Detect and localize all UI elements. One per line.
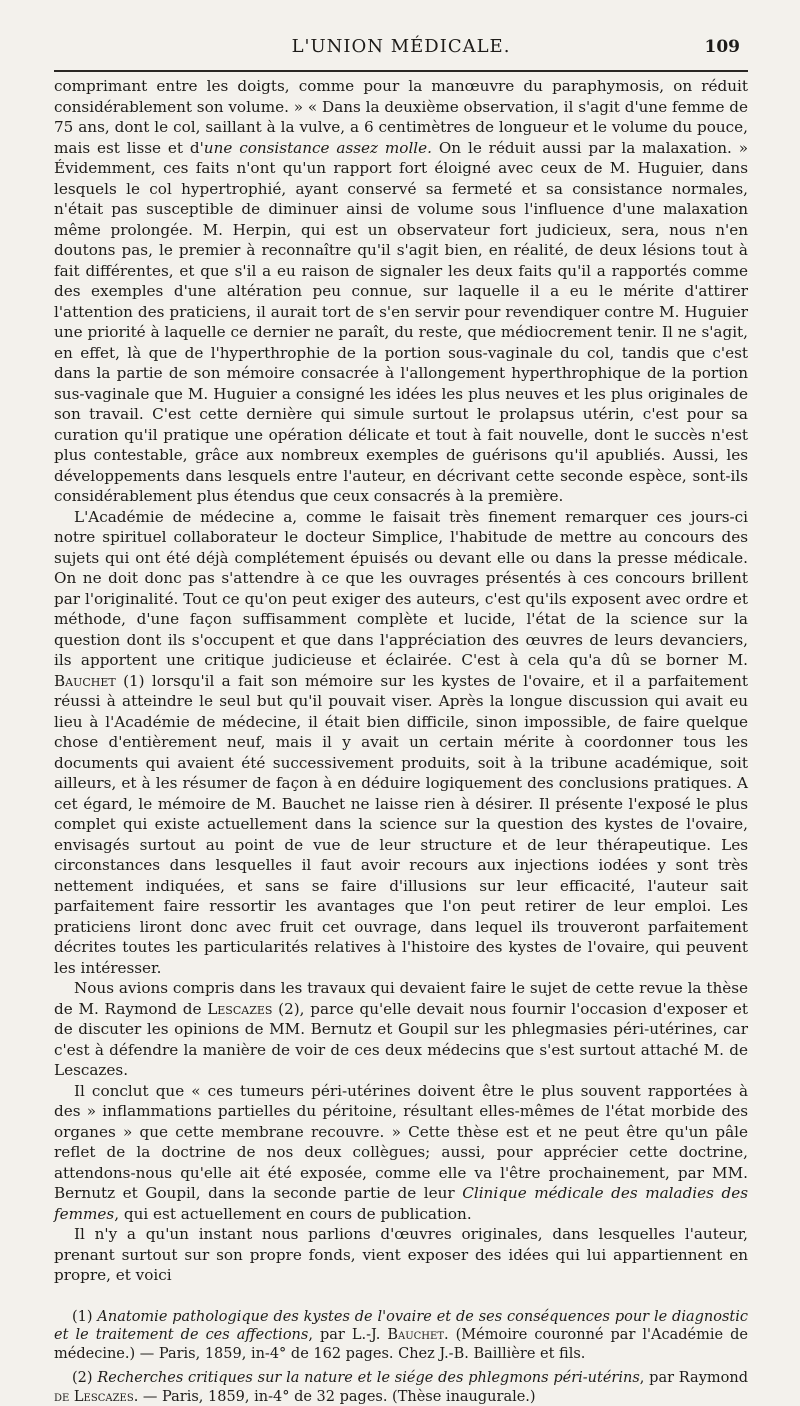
footnote-2-title: Recherches critiques sur la nature et le siége des phlegmons péri-utérins (97, 1370, 639, 1386)
footnote-2-text-a: , par Raymond (640, 1370, 748, 1386)
paragraph-2-text-a: L'Académie de médecine a, comme le faisait très finement remarquer ces jours-ci notre spirituel collaborateur le docteur Simplice, l'habitude de mettre au concours des sujets qui ont été déjà complétement épuisés ou devant elle ou dans la presse médicale. On ne doit donc pas s'attendre à ce que les ouvrages présentés à ces concours brillent par l'originalité. Tout ce qu'on peut exiger des auteurs, c'est qu'ils exposent avec ordre et méthode, d'une façon suffisamment complète et lucide, l'état de la science sur la question dont ils s'occupent et que dans l'appréciation des œuvres de leurs devanciers, ils apportent une critique judicieuse et éclairée. C'est à cela qu'a dû se borner M. (54, 508, 748, 670)
paragraph-2 (54, 507, 748, 979)
paragraph-5-text: Il n'y a qu'un instant nous parlions d'œuvres originales, dans lesquelles l'auteur, prenant surtout sur son propre fonds, vient exposer des idées qui lui appartiennent en propre, et voici (54, 1225, 748, 1284)
footnotes (54, 1308, 748, 1406)
running-header (54, 30, 748, 64)
paragraph-4-text-b: , qui est actuellement en cours de publication. (114, 1205, 471, 1223)
page-number: 109 (705, 30, 741, 64)
footnote-2-author: de Lescazes (54, 1389, 134, 1405)
footnote-1-text-b: . (Mémoire couronné par l'Académie de médecine.) — Paris, 1859, in-4° de 162 pages. Chez J.-B. Baillière et fils. (54, 1327, 748, 1362)
paragraph-4-text-a: Il conclut que « ces tumeurs péri-utérines doivent être le plus souvent rapportées à des » inflammations partielles du péritoine, résultant elles-mêmes de l'état morbide des organes » que cette membrane recouvre. » Cette thèse est et ne peut être qu'un pâle reflet de la doctrine de nos deux collègues; aussi, pour apprécier cette doctrine, attendons-nous qu'elle ait été exposée, comme elle va l'être prochainement, par MM. Bernutz et Goupil, dans la seconde partie de leur (54, 1082, 748, 1203)
footnote-1-mark: (1) (72, 1309, 93, 1325)
paragraph-1-italic: une consistance assez molle. (204, 139, 432, 157)
footnote-1-text-a: , par L.-J. (308, 1327, 387, 1343)
footnote-1-title: Anatomie pathologique des kystes de l'ovaire et de ses conséquences pour le diagnostic et le traitement de ces affections (54, 1309, 748, 1344)
journal-title: L'UNION MÉDICALE. (292, 36, 511, 57)
footnote-1-author: Bauchet (387, 1327, 444, 1343)
paragraph-5 (54, 1224, 748, 1286)
footnote-1 (54, 1308, 748, 1364)
paragraph-3-text-b: (2), parce qu'elle devait nous fournir l'occasion d'exposer et de discuter les opinions de MM. Bernutz et Goupil sur les phlegmasies péri-utérines, car c'est à défendre la manière de voir de ces deux médecins que s'est surtout attaché M. de Lescazes. (54, 1000, 748, 1080)
paragraph-2-text-b: (1) lorsqu'il a fait son mémoire sur les kystes de l'ovaire, et il a parfaitement réussi à atteindre le seul but qu'il pouvait viser. Après la longue discussion qui avait eu lieu à l'Académie de médecine, il était bien difficile, sinon impossible, de faire quelque chose d'entièrement neuf, mais il y avait un certain mérite à coordonner tous les documents qui avaient été successivement produits, soit à la tribune académique, soit ailleurs, et à les résumer de façon à en déduire logiquement des conclusions pratiques. A cet égard, le mémoire de M. Bauchet ne laisse rien à désirer. Il présente l'exposé le plus complet qui existe actuellement dans la science sur la question des kystes de l'ovaire, envisagés surtout au point de vue de leur structure et de leur thérapeutique. Les circonstances dans lesquelles il faut avoir recours aux injections iodées y sont très nettement indiquées, et sans se faire d'illusions sur leur efficacité, l'auteur sait parfaitement faire ressortir les avantages que l'on peut retirer de leur emploi. Les praticiens liront donc avec fruit cet ouvrage, dans lequel ils trouveront parfaitement décrites toutes les particularités relatives à l'histoire des kystes de l'ovaire, qui peuvent les intéresser. (54, 672, 748, 977)
footnote-2 (54, 1369, 748, 1406)
paragraph-4-italic: Clinique médicale des maladies des femmes (54, 1184, 748, 1223)
paragraph-3-text-a: Nous avions compris dans les travaux qui devaient faire le sujet de cette revue la thèse de M. Raymond de (54, 979, 748, 1018)
paragraph-3 (54, 978, 748, 1081)
paragraph-1-text-a: comprimant entre les doigts, comme pour la manœuvre du paraphymosis, on réduit considérablement son volume. » « Dans la deuxième observation, il s'agit d'une femme de 75 ans, dont le col, saillant à la vulve, a 6 centimètres de longueur et le volume du pouce, mais est lisse et d' (54, 77, 748, 157)
paragraph-1-text-b: On le réduit aussi par la malaxation. » Évidemment, ces faits n'ont qu'un rapport fort éloigné avec ceux de M. Huguier, dans lesquels le col hypertrophié, ayant conservé sa fermeté et sa consistance normales, n'était pas susceptible de diminuer ainsi de volume sous l'influence d'une malaxation même prolongée. M. Herpin, qui est un observateur fort judicieux, sera, nous n'en doutons pas, le premier à reconnaître qu'il s'agit bien, en réalité, de deux lésions tout à fait différentes, et que s'il a eu raison de signaler les deux faits qu'il a rapportés comme des exemples d'une altération peu connue, sur laquelle il a eu le mérite d'attirer l'attention des praticiens, il aurait tort de s'en servir pour revendiquer contre M. Huguier une priorité à laquelle ce dernier ne paraît, du reste, que médiocrement tenir. Il ne s'agit, en effet, là que de l'hyperthrophie de la portion sous-vaginale du col, tandis que c'est dans la partie de son mémoire consacrée à l'allongement hyperthrophique de la portion sus-vaginale que M. Huguier a consigné les idées les plus neuves et les plus originales de son travail. C'est cette dernière qui simule surtout le prolapsus utérin, c'est pour sa curation qu'il pratique une opération délicate et tout à fait nouvelle, dont le succès n'est plus contestable, grâce aux nombreux exemples de guérisons qu'il apubliés. Aussi, les développements dans lesquels entre l'auteur, en décrivant cette seconde espèce, sont-ils considérablement plus étendus que ceux consacrés à la première. (54, 139, 748, 506)
header-rule (54, 70, 748, 72)
article-body (54, 76, 748, 1286)
paragraph-4 (54, 1081, 748, 1225)
paragraph-1 (54, 76, 748, 507)
footnote-2-mark: (2) (72, 1370, 93, 1386)
author-name-lescazes: Lescazes (207, 1000, 272, 1018)
author-name-bauchet: Bauchet (54, 672, 116, 690)
footnote-2-text-b: . — Paris, 1859, in-4° de 32 pages. (Thèse inaugurale.) (134, 1389, 536, 1405)
